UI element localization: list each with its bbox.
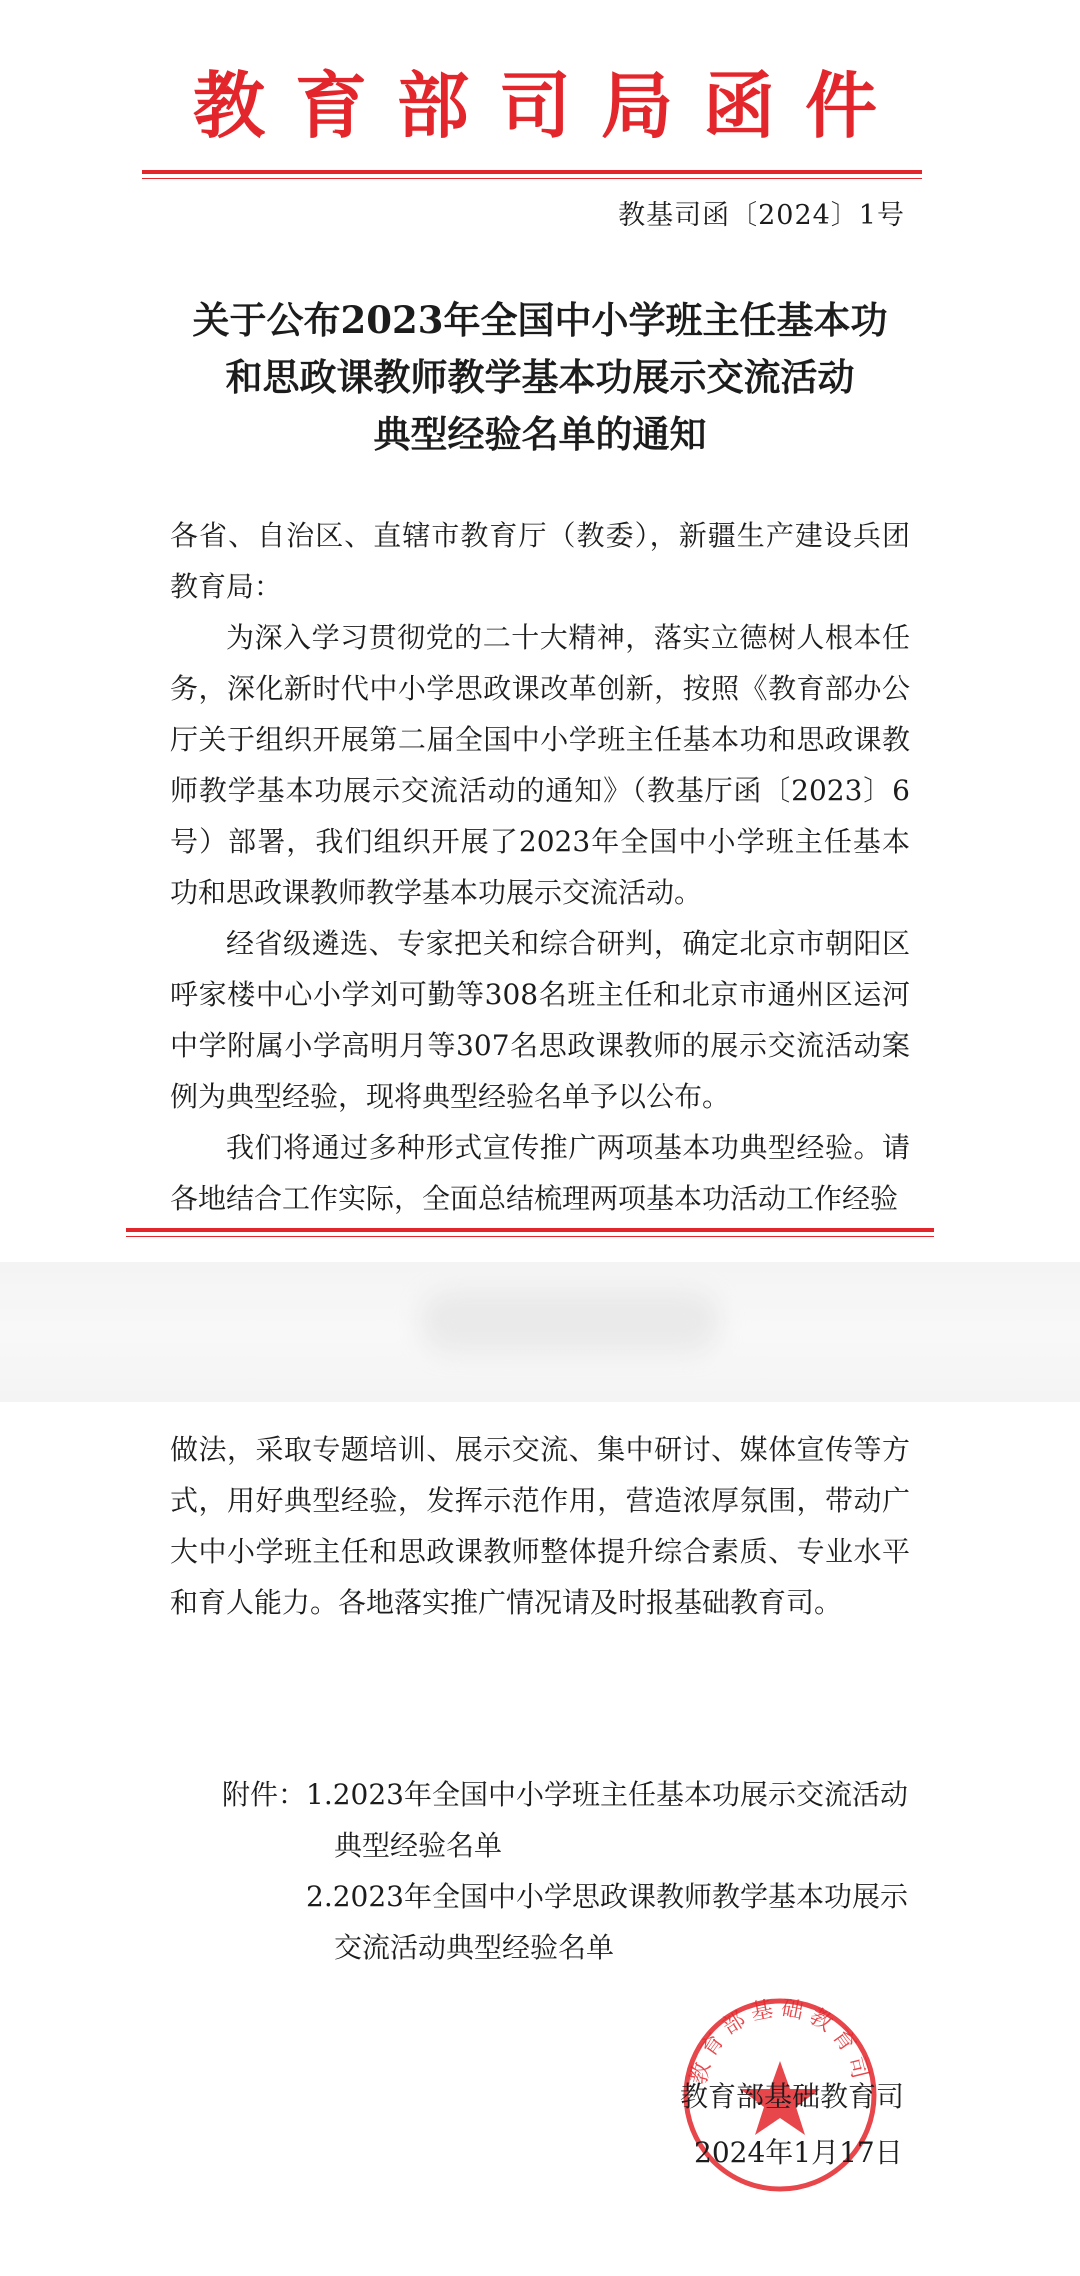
page-two	[0, 1402, 1080, 2276]
page-gap	[0, 1262, 1080, 1402]
attachment-title-line: 1.2023年全国中小学班主任基本功展示交流活动	[306, 1778, 908, 1811]
document-title	[140, 292, 940, 463]
body-paragraph: 我们将通过多种形式宣传推广两项基本功典型经验。请各地结合工作实际，全面总结梳理两项基本功活动工作经验	[170, 1131, 910, 1215]
page-footer-rule-thin	[126, 1236, 934, 1237]
page-footer-rule-thick	[126, 1228, 934, 1232]
document-number: 教基司函〔2024〕1号	[618, 200, 905, 231]
letterhead-title: 教育部司局函件	[192, 63, 907, 148]
attachment-title-line: 2.2023年全国中小学思政课教师教学基本功展示	[306, 1880, 908, 1913]
body-paragraph: 为深入学习贯彻党的二十大精神，落实立德树人根本任务，深化新时代中小学思政课改革创新，按照《教育部办公厅关于组织开展第二届全国中小学班主任基本功和思政课教师教学基本功展示交流活动的通知》（教基厅函〔2023〕6号）部署，我们组织开展了2023年全国中小学班主任基本功和思政课教师教学基本功展示交流活动。	[170, 621, 910, 909]
attachment-title-line: 交流活动典型经验名单	[334, 1931, 615, 1964]
seal-text: 教育部基础教育司	[686, 1995, 874, 2088]
body-paragraph: 做法，采取专题培训、展示交流、集中研讨、媒体宣传等方式，用好典型经验，发挥示范作用，营造浓厚氛围，带动广大中小学班主任和思政课教师整体提升综合素质、专业水平和育人能力。各地落实推广情况请及时报基础教育司。	[170, 1433, 910, 1619]
letterhead-rule-thin	[142, 178, 922, 179]
title-line: 和思政课教师教学基本功展示交流活动	[225, 355, 855, 399]
body-paragraph: 经省级遴选、专家把关和综合研判，确定北京市朝阳区呼家楼中心小学刘可勤等308名班主任和北京市通州区运河中学附属小学高明月等307名思政课教师的展示交流活动案例为典型经验，现将典型经验名单予以公布。	[170, 927, 910, 1113]
letterhead-rule-thick	[142, 170, 922, 174]
salutation: 各省、自治区、直辖市教育厅（教委），新疆生产建设兵团教育局：	[170, 519, 910, 603]
attachment-title-line: 典型经验名单	[334, 1829, 503, 1862]
title-line: 关于公布2023年全国中小学班主任基本功	[192, 298, 888, 342]
signature-date: 2024年1月17日	[694, 2136, 903, 2169]
attachment-item	[306, 1769, 916, 1871]
attachments-label: 附件：	[222, 1778, 307, 1811]
title-line: 典型经验名单的通知	[373, 412, 707, 456]
attachment-item	[306, 1871, 916, 1973]
signature-organization: 教育部基础教育司	[680, 2080, 905, 2113]
